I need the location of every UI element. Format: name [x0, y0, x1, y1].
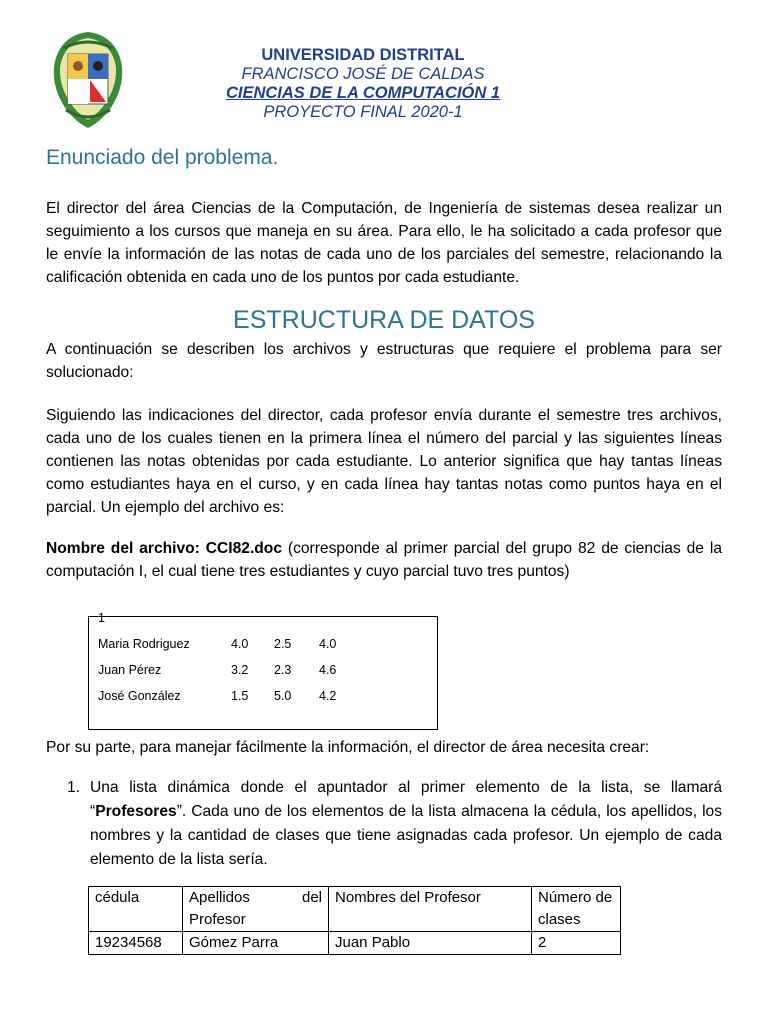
file-name-paragraph: [46, 537, 722, 583]
files-paragraph: Siguiendo las indicaciones del director, cada profesor envía durante el semestre tres archivos, cada uno de los cuales tienen en la primera línea el número del parcial y las siguientes líneas contienen las notas obtenidas por cada estudiante. Lo anterior significa que hay tantas líneas como estudiantes haya en el curso, y en cada línea hay tantas notas como puntos haya en el parcial. Un ejemplo del archivo es:: [46, 407, 722, 516]
director-needs-paragraph: Por su parte, para manejar fácilmente la información, el director de área necesita crear:: [46, 739, 650, 756]
list-item-text: [90, 776, 722, 872]
table-header-row: [89, 887, 621, 932]
course-name: CIENCIAS DE LA COMPUTACIÓN 1: [225, 84, 501, 102]
university-subname: FRANCISCO JOSÉ DE CALDAS: [241, 65, 485, 83]
file-description: (corresponde al primer parcial del grupo 82 de ciencias de la computación I, el cual tiene tres estudiantes y cuyo parcial tuvo tres puntos): [46, 540, 722, 580]
example-file-box: [88, 611, 438, 730]
exam-number: 1: [98, 611, 105, 625]
problem-paragraph: El director del área Ciencias de la Computación, de Ingeniería de sistemas desea realizar un seguimiento a los cursos que maneja en su área. Para ello, le ha solicitado a cada profesor que le envíe la información de las notas de cada uno de los parciales del semestre, relacionando la calificación obtenida en cada uno de los puntos por cada estudiante.: [46, 200, 722, 286]
header-apellidos: Apellidos del Profesor: [183, 887, 329, 932]
grade: 4.2: [319, 689, 337, 703]
file-name-label: Nombre del archivo: CCI82.doc: [46, 540, 282, 557]
list-marker: 1.: [67, 779, 81, 796]
student-name: Maria Rodriguez: [98, 637, 190, 651]
document-header: [180, 46, 546, 122]
list-item: [67, 776, 722, 872]
header-cedula: cédula: [89, 887, 183, 932]
grade: 2.5: [274, 637, 292, 651]
intro-paragraph: A continuación se describen los archivos y estructuras que requiere el problema para ser solucionado:: [46, 341, 722, 381]
university-name: UNIVERSIDAD DISTRITAL: [261, 46, 465, 64]
cell-cedula: 19234568: [89, 932, 183, 955]
list-text-before: Una lista dinámica donde el apuntador al primer elemento de la lista, se llamará “: [90, 779, 722, 820]
grade: 4.0: [319, 637, 337, 651]
grade: 3.2: [231, 663, 249, 677]
university-crest-icon: [50, 28, 126, 132]
grade: 1.5: [231, 689, 249, 703]
grade: 4.6: [319, 663, 337, 677]
list-text-after: ”. Cada uno de los elementos de la lista almacena la cédula, los apellidos, los nombres y la cantidad de clases que tiene asignadas cada profesor. Un ejemplo de cada elemento de la lista sería.: [90, 803, 722, 868]
section-title-problem: Enunciado del problema.: [46, 146, 279, 169]
list-text-bold: Profesores: [95, 803, 177, 820]
project-name: PROYECTO FINAL 2020-1: [263, 103, 463, 121]
table-row: [89, 932, 621, 955]
student-name: José González: [98, 689, 181, 703]
header-nombres: Nombres del Profesor: [329, 887, 532, 932]
section-title-data-structure: ESTRUCTURA DE DATOS: [233, 306, 535, 334]
header-numero-clases: Número de clases: [532, 887, 621, 932]
grade: 2.3: [274, 663, 292, 677]
professors-table: [88, 886, 621, 955]
student-name: Juan Pérez: [98, 663, 162, 677]
grade: 4.0: [231, 637, 249, 651]
cell-nombres: Juan Pablo: [329, 932, 532, 955]
cell-apellidos: Gómez Parra: [183, 932, 329, 955]
cell-numero-clases: 2: [532, 932, 621, 955]
grade: 5.0: [274, 689, 292, 703]
